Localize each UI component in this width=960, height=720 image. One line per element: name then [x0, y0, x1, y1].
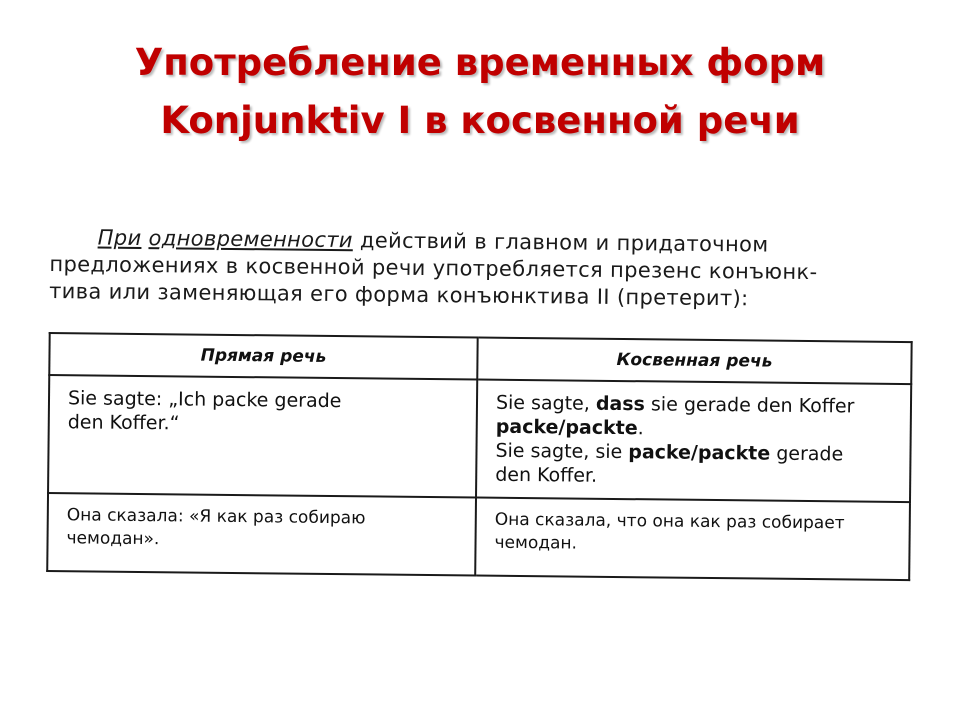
indirect-a-verb: packe/packte: [495, 415, 638, 440]
indirect-a-period: .: [637, 417, 644, 440]
cell-indirect-russian: [475, 498, 910, 581]
direct-russian-line-2: чемодан».: [66, 528, 160, 550]
indirect-a-pre: Sie sagte,: [495, 391, 597, 415]
header-indirect-speech: Косвенная речь: [477, 338, 911, 385]
intro-line-3: тива или заменяющая его форма конъюнктива II (претерит):: [49, 279, 749, 311]
indirect-russian-line-2: чемодан.: [494, 532, 578, 554]
indirect-b-pre: Sie sagte, sie: [495, 439, 629, 464]
table-row: [47, 493, 910, 580]
indirect-russian-line-1: Она сказала, что она как раз собирает: [494, 509, 845, 534]
indirect-a-post: sie gerade den Koffer: [644, 393, 855, 418]
intro-line-2: предложениях в косвенной речи употребляется презенс конъюнк-: [49, 252, 818, 285]
intro-word-pri: При: [97, 225, 142, 251]
intro-paragraph: [49, 224, 910, 314]
table-row: [48, 375, 911, 502]
cell-direct-russian: [47, 493, 476, 575]
speech-comparison-table: [46, 332, 912, 581]
indirect-b-verb: packe/packte: [628, 441, 771, 465]
title-line-2: Konjunktiv I в косвенной речи: [160, 99, 800, 142]
scanned-textbook-excerpt: [42, 210, 922, 589]
cell-direct-german: [48, 375, 477, 497]
intro-line-1-rest: действий в главном и придаточном: [352, 228, 769, 257]
slide-title: [0, 34, 960, 150]
indirect-a-conjunction: dass: [595, 392, 646, 416]
direct-german-line-1: Sie sagte: „Ich packe gerade: [67, 387, 342, 413]
indirect-b-line-2: den Koffer.: [495, 463, 598, 487]
direct-german-line-2: den Koffer.“: [67, 411, 180, 435]
indirect-b-post: gerade: [770, 442, 844, 466]
header-direct-speech: Прямая речь: [49, 333, 477, 379]
intro-underlined-term: одновременности: [148, 226, 354, 253]
direct-russian-line-1: Она сказала: «Я как раз собираю: [66, 505, 366, 529]
title-line-1: Употребление временных форм: [134, 41, 826, 84]
cell-indirect-german: [476, 380, 911, 503]
